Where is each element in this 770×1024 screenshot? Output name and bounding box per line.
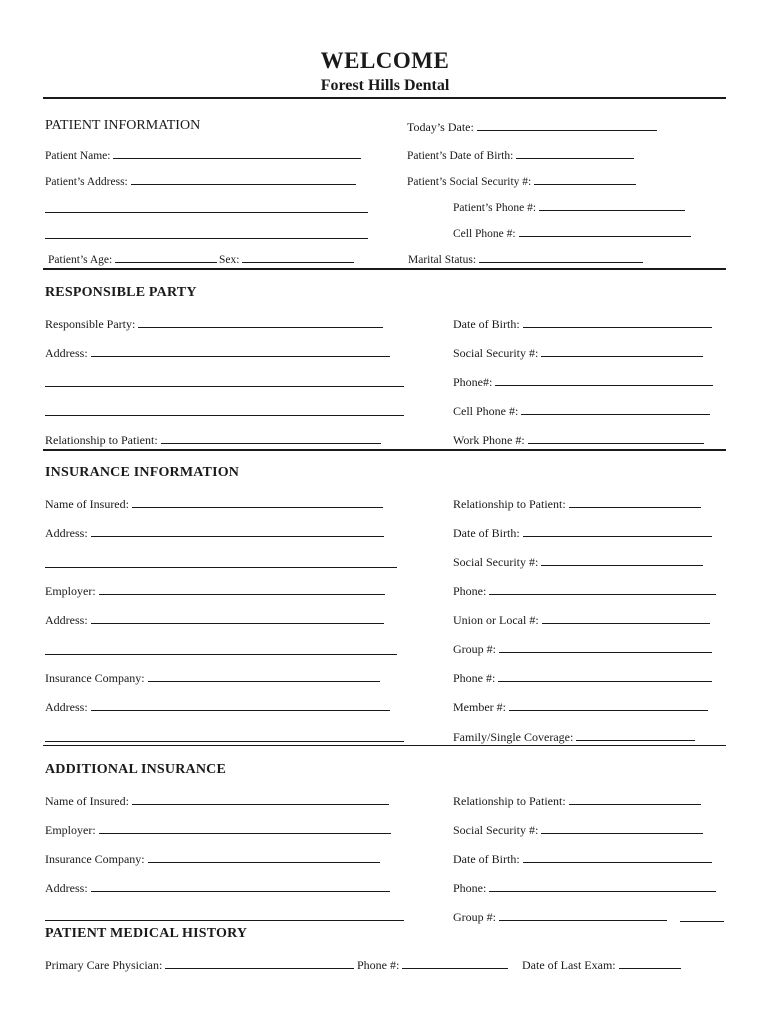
patient-address-field[interactable]: [45, 176, 356, 188]
insured-address-field[interactable]: [45, 526, 384, 541]
header-divider: [43, 97, 726, 99]
insured-ssn-label: Social Security #:: [453, 555, 539, 569]
responsible-dob-line: [523, 327, 712, 328]
patient-age-field[interactable]: [48, 254, 217, 266]
physician-phone-field[interactable]: [357, 958, 508, 973]
patient-phone-label: Patient’s Phone #:: [453, 202, 537, 214]
insurance-company-line: [148, 681, 380, 682]
insured-employer-line: [99, 594, 385, 595]
additional-insurance-company-field[interactable]: [45, 852, 380, 867]
patient-sex-line: [242, 262, 354, 263]
employer-address-line-2[interactable]: [45, 654, 397, 655]
patient-dob-field[interactable]: [407, 150, 634, 162]
insured-employer-field[interactable]: [45, 584, 385, 599]
additional-insured-name-line: [132, 804, 389, 805]
insured-dob-line: [523, 536, 712, 537]
insured-name-label: Name of Insured:: [45, 497, 129, 511]
additional-dob-label: Date of Birth:: [453, 852, 520, 866]
responsible-party-field[interactable]: [45, 317, 383, 332]
insurance-group-label: Group #:: [453, 642, 496, 656]
additional-group-extra-line[interactable]: [680, 921, 724, 922]
insurance-company-address-line: [91, 710, 390, 711]
insurance-company-phone-field[interactable]: [453, 671, 712, 686]
responsible-party-heading: RESPONSIBLE PARTY: [45, 285, 197, 300]
patient-address-line-2[interactable]: [45, 212, 368, 213]
todays-date-field[interactable]: [407, 120, 657, 135]
patient-address-line-3[interactable]: [45, 238, 368, 239]
responsible-relationship-field[interactable]: [45, 433, 381, 448]
insured-phone-field[interactable]: [453, 584, 716, 599]
additional-phone-line: [489, 891, 716, 892]
patient-name-field[interactable]: [45, 150, 361, 162]
patient-name-line: [113, 158, 361, 159]
additional-employer-label: Employer:: [45, 823, 96, 837]
insurance-company-address-label: Address:: [45, 700, 88, 714]
patient-address-line: [131, 184, 356, 185]
union-local-line: [542, 623, 710, 624]
patient-address-label: Patient’s Address:: [45, 176, 128, 188]
insurance-group-field[interactable]: [453, 642, 712, 657]
insured-address-line: [91, 536, 384, 537]
additional-group-field[interactable]: [453, 910, 667, 925]
responsible-address-label: Address:: [45, 346, 88, 360]
patient-ssn-label: Patient’s Social Security #:: [407, 176, 532, 188]
additional-ssn-line: [541, 833, 703, 834]
additional-employer-line: [99, 833, 391, 834]
patient-phone-line: [539, 210, 685, 211]
primary-physician-label: Primary Care Physician:: [45, 958, 163, 972]
insurance-company-address-field[interactable]: [45, 700, 390, 715]
patient-dob-label: Patient’s Date of Birth:: [407, 150, 514, 162]
additional-dob-line: [523, 862, 712, 863]
patient-sex-field[interactable]: [219, 254, 354, 266]
member-number-line: [509, 710, 708, 711]
insurance-info-heading: INSURANCE INFORMATION: [45, 465, 240, 480]
insured-phone-line: [489, 594, 716, 595]
additional-phone-field[interactable]: [453, 881, 716, 896]
responsible-address-field[interactable]: [45, 346, 390, 361]
last-exam-field[interactable]: [522, 958, 681, 973]
patient-marital-label: Marital Status:: [408, 254, 477, 266]
primary-physician-field[interactable]: [45, 958, 354, 973]
last-exam-line: [619, 968, 681, 969]
additional-insurance-heading: ADDITIONAL INSURANCE: [45, 762, 226, 777]
responsible-party-label: Responsible Party:: [45, 317, 136, 331]
responsible-address-line: [91, 356, 390, 357]
insured-address-line-2[interactable]: [45, 567, 397, 568]
responsible-work-phone-label: Work Phone #:: [453, 433, 525, 447]
family-single-coverage-line: [576, 740, 695, 741]
insurance-company-address-line-2[interactable]: [45, 741, 404, 742]
family-single-coverage-field[interactable]: [453, 730, 695, 745]
todays-date-line: [477, 130, 657, 131]
additional-address-label: Address:: [45, 881, 88, 895]
responsible-ssn-label: Social Security #:: [453, 346, 539, 360]
responsible-relationship-label: Relationship to Patient:: [45, 433, 158, 447]
insured-name-line: [132, 507, 383, 508]
additional-insurance-company-label: Insurance Company:: [45, 852, 145, 866]
member-number-field[interactable]: [453, 700, 708, 715]
insured-address-label: Address:: [45, 526, 88, 540]
responsible-dob-label: Date of Birth:: [453, 317, 520, 331]
responsible-ssn-line: [541, 356, 703, 357]
responsible-ssn-field[interactable]: [453, 346, 703, 361]
additional-address-line-2[interactable]: [45, 920, 404, 921]
patient-info-divider: [43, 268, 726, 270]
primary-physician-line: [165, 968, 354, 969]
physician-phone-line: [402, 968, 508, 969]
insured-employer-label: Employer:: [45, 584, 96, 598]
responsible-address-line-3[interactable]: [45, 415, 404, 416]
additional-dob-field[interactable]: [453, 852, 712, 867]
union-local-label: Union or Local #:: [453, 613, 539, 627]
responsible-cell-field[interactable]: [453, 404, 710, 419]
patient-cell-field[interactable]: [453, 228, 691, 240]
responsible-relationship-line: [161, 443, 381, 444]
additional-ssn-label: Social Security #:: [453, 823, 539, 837]
insured-relationship-line: [569, 507, 701, 508]
practice-name: Forest Hills Dental: [320, 77, 450, 94]
responsible-party-line: [138, 327, 383, 328]
patient-sex-label: Sex:: [219, 254, 240, 266]
additional-group-line: [499, 920, 667, 921]
additional-group-label: Group #:: [453, 910, 496, 924]
responsible-work-phone-field[interactable]: [453, 433, 704, 448]
additional-insured-name-label: Name of Insured:: [45, 794, 129, 808]
additional-address-line: [91, 891, 390, 892]
insurance-info-divider: [43, 745, 726, 746]
additional-insured-name-field[interactable]: [45, 794, 389, 809]
patient-age-label: Patient’s Age:: [48, 254, 113, 266]
todays-date-label: Today’s Date:: [407, 120, 474, 134]
insured-phone-label: Phone:: [453, 584, 487, 598]
insured-ssn-field[interactable]: [453, 555, 703, 570]
patient-age-line: [115, 262, 217, 263]
insured-ssn-line: [541, 565, 703, 566]
additional-phone-label: Phone:: [453, 881, 487, 895]
union-local-field[interactable]: [453, 613, 710, 628]
additional-insurance-company-line: [148, 862, 380, 863]
patient-ssn-field[interactable]: [407, 176, 636, 188]
insurance-company-phone-label: Phone #:: [453, 671, 496, 685]
additional-employer-field[interactable]: [45, 823, 391, 838]
additional-relationship-label: Relationship to Patient:: [453, 794, 566, 808]
patient-name-label: Patient Name:: [45, 150, 111, 162]
patient-info-heading: PATIENT INFORMATION: [45, 118, 201, 133]
additional-relationship-line: [569, 804, 701, 805]
insurance-company-label: Insurance Company:: [45, 671, 145, 685]
responsible-cell-label: Cell Phone #:: [453, 404, 519, 418]
patient-cell-label: Cell Phone #:: [453, 228, 516, 240]
patient-cell-line: [519, 236, 691, 237]
patient-marital-field[interactable]: [408, 254, 643, 266]
patient-marital-line: [479, 262, 643, 263]
physician-phone-label: Phone #:: [357, 958, 400, 972]
insured-relationship-field[interactable]: [453, 497, 701, 512]
employer-address-label: Address:: [45, 613, 88, 627]
patient-phone-field[interactable]: [453, 202, 685, 214]
responsible-party-divider: [43, 449, 726, 451]
additional-address-field[interactable]: [45, 881, 390, 896]
insured-dob-label: Date of Birth:: [453, 526, 520, 540]
insured-dob-field[interactable]: [453, 526, 712, 541]
member-number-label: Member #:: [453, 700, 506, 714]
insured-name-field[interactable]: [45, 497, 383, 512]
insured-relationship-label: Relationship to Patient:: [453, 497, 566, 511]
last-exam-label: Date of Last Exam:: [522, 958, 616, 972]
responsible-address-line-2[interactable]: [45, 386, 404, 387]
responsible-work-phone-line: [528, 443, 704, 444]
responsible-dob-field[interactable]: [453, 317, 712, 332]
employer-address-line: [91, 623, 384, 624]
medical-history-heading: PATIENT MEDICAL HISTORY: [45, 926, 248, 941]
page-title: WELCOME: [320, 48, 450, 73]
responsible-phone-label: Phone#:: [453, 375, 493, 389]
insurance-group-line: [499, 652, 712, 653]
responsible-cell-line: [521, 414, 710, 415]
additional-relationship-field[interactable]: [453, 794, 701, 809]
responsible-phone-line: [495, 385, 713, 386]
employer-address-field[interactable]: [45, 613, 384, 628]
patient-dob-line: [516, 158, 634, 159]
insurance-company-field[interactable]: [45, 671, 380, 686]
family-single-coverage-label: Family/Single Coverage:: [453, 730, 574, 744]
additional-ssn-field[interactable]: [453, 823, 703, 838]
patient-ssn-line: [534, 184, 636, 185]
responsible-phone-field[interactable]: [453, 375, 713, 390]
insurance-company-phone-line: [498, 681, 712, 682]
